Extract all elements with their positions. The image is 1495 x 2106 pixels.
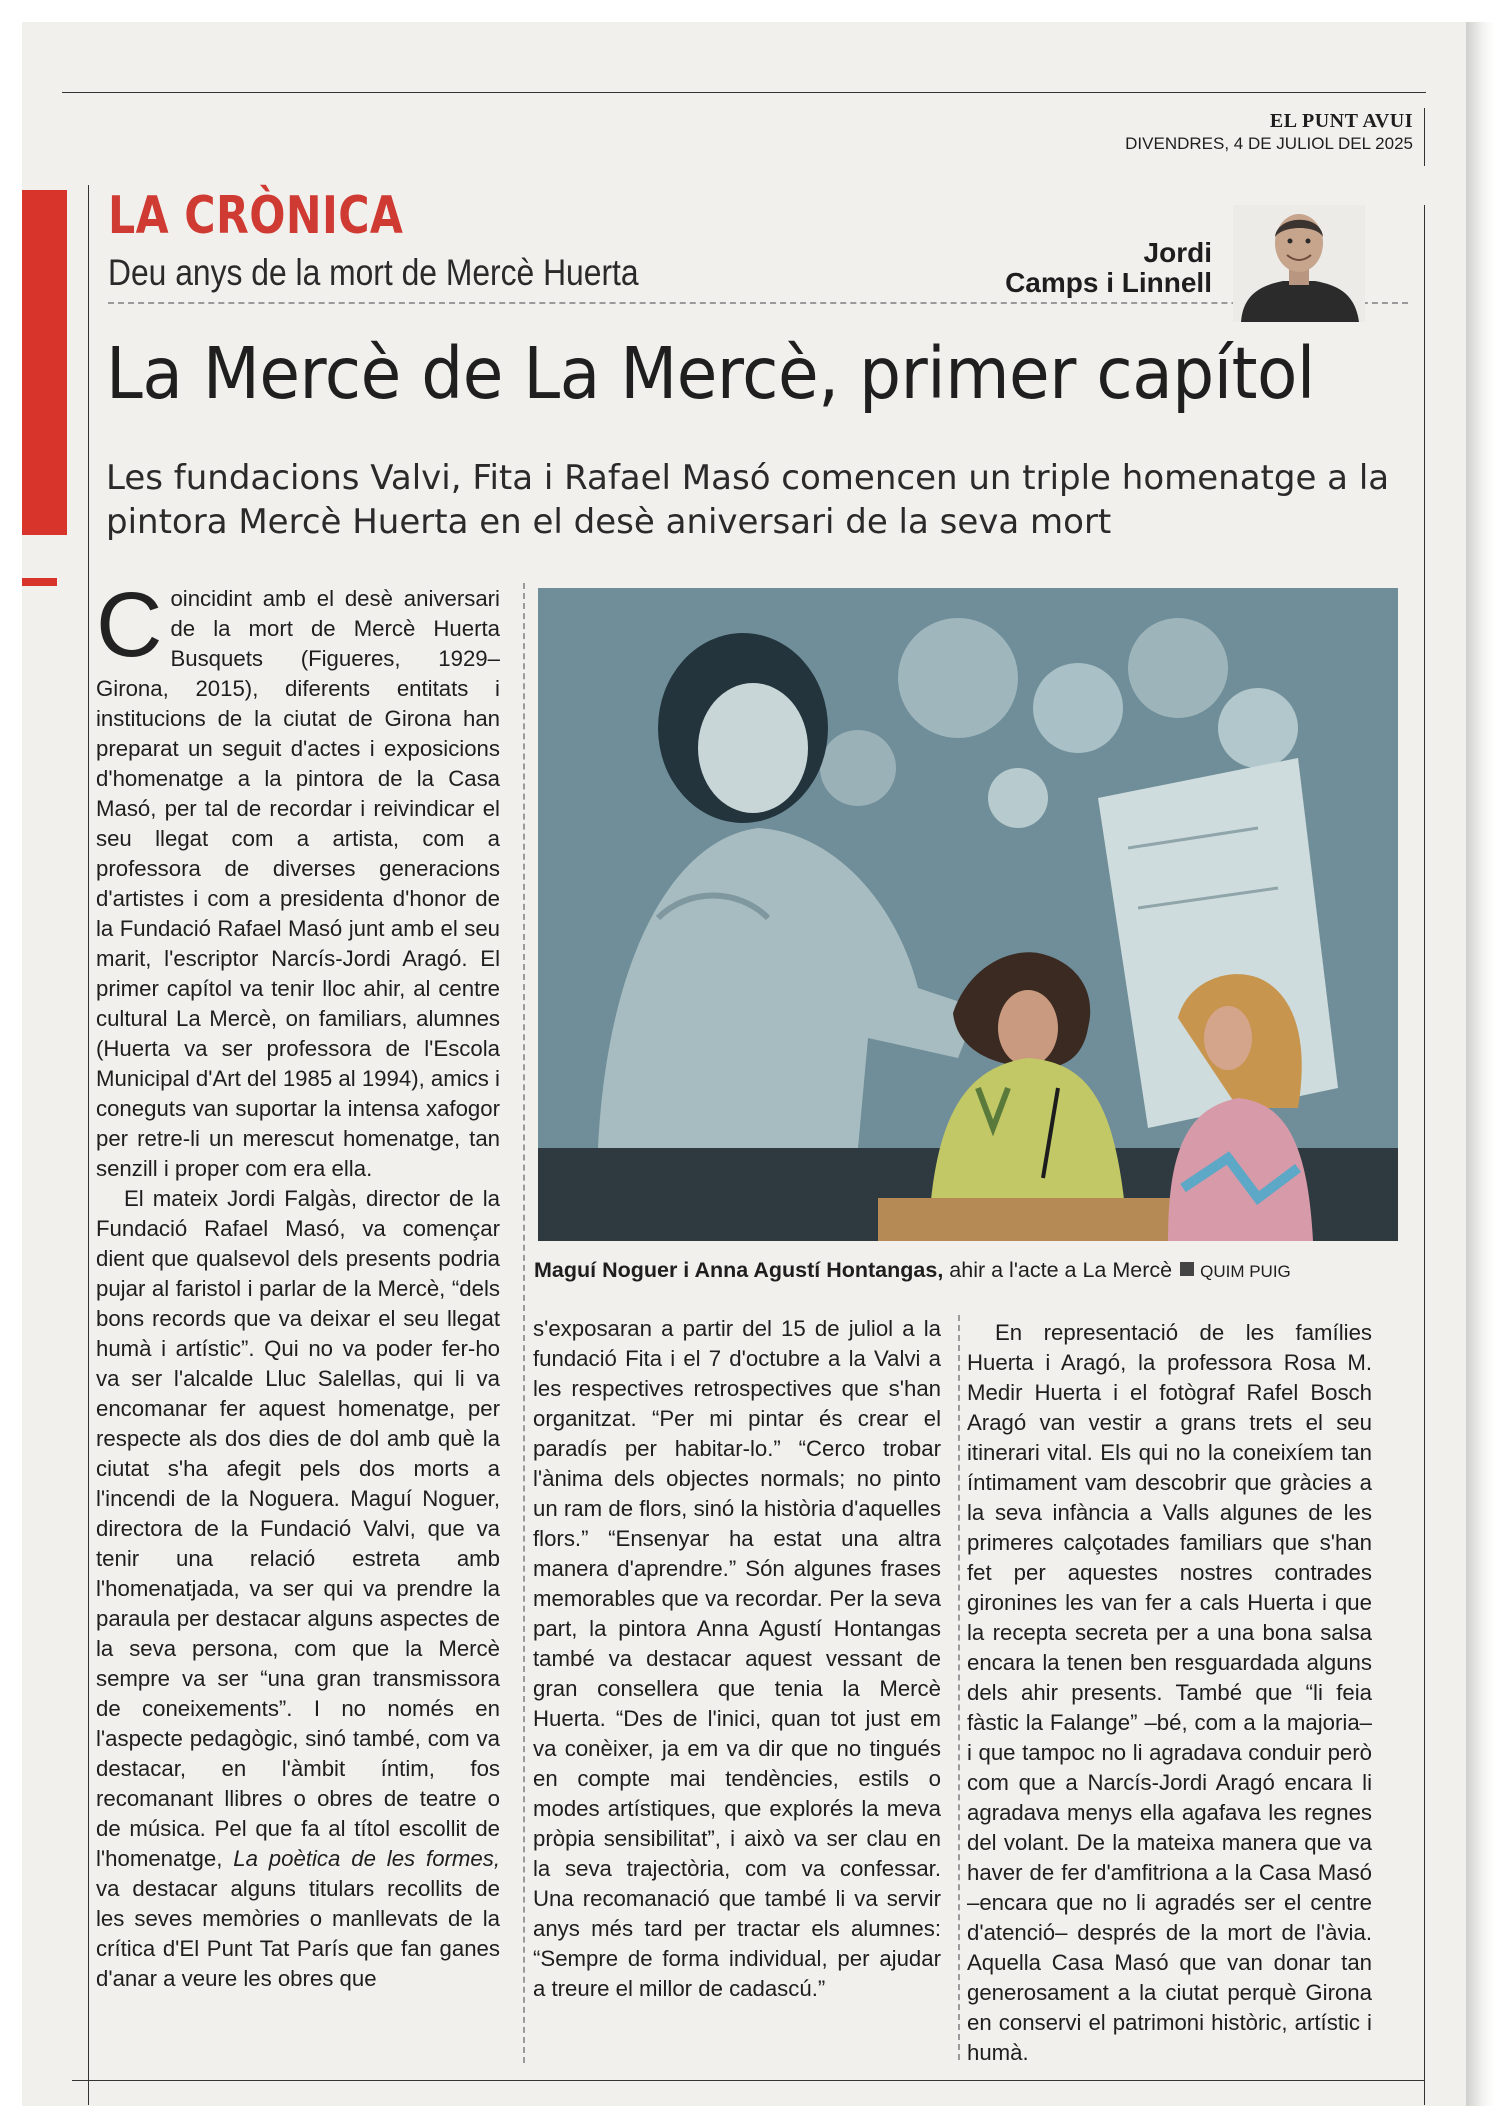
issue-date: DIVENDRES, 4 DE JULIOL DEL 2025 — [1125, 134, 1413, 153]
homage-title: La poètica de les formes, — [233, 1846, 500, 1871]
article-headline: La Mercè de La Mercè, primer capítol — [106, 332, 1315, 415]
author-byline — [1005, 238, 1212, 298]
section-subtitle: Deu anys de la mort de Mercè Huerta — [108, 252, 639, 293]
author-first-name: Jordi — [1143, 237, 1212, 268]
credit-square-icon — [1180, 1262, 1194, 1276]
event-photo — [538, 588, 1398, 1241]
article-subheadline: Les fundacions Valvi, Fita i Rafael Masó comencen un triple homenatge a la pintora Mercè Huerta en el desè aniversari de la seva mort — [106, 458, 1390, 542]
newspaper-name: EL PUNT AVUI — [1269, 110, 1413, 132]
column-divider-1 — [523, 583, 525, 2063]
column-2-text: s'exposaran a partir del 15 de juliol a la fundació Fita i el 7 d'octubre a la Valvi a les respectives retrospectives que s'han organitzat. “Per mi pintar és crear el paradís per habitar-lo.” “Cerco trobar l'ànima dels objectes normals; no pinto un ram de flors, sinó la història d'aquelles flors.” “Ensenyar ha estat una altra manera d'aprendre.” Són algunes frases memorables que va recordar. Per la seva part, la pintora Anna Agustí Hontangas també va destacar aquest vessant de gran consellera que tenia la Mercè Huerta. “Des de l'inici, quan tot just em va conèixer, ja em va dir que no tingués en compte mai tendències, estils o modes artístiques, que explorés la meva pròpia sensibilitat”, i això va ser clau en la seva trajectòria, com va confessar. Una recomanació que també li va servir anys més tard per tractar els alumnes: “Sempre de forma individual, per ajudar a treure el millor de cadascú.” — [533, 1316, 941, 2001]
top-rule — [62, 92, 1426, 93]
caption-names: Maguí Noguer i Anna Agustí Hontangas, — [534, 1258, 944, 1282]
column-1-paragraph-2: El mateix Jordi Falgàs, director de la Fundació Rafael Masó, va començar dient que qualsevol dels presents podria pujar al faristol i parlar de la Mercè, “dels bons records que va deixar el seu llegat humà i artístic”. Qui no va poder fer-ho va ser l'alcalde Lluc Salellas, qui li va encomanar fer aquest homenatge, per respecte als dos dies de dol amb què la ciutat s'ha afegit pels dos morts a l'incendi de la Noguera. Maguí Noguer, directora de la Fundació Valvi, que va tenir una relació estreta amb l'homenatjada, va ser qui va prendre la paraula per destacar alguns aspectes de la seva persona, com que la Mercè sempre va ser “una gran transmissora de coneixements”. I no només en l'aspecte pedagògic, sinó també, com va destacar, en l'àmbit íntim, fos recomanant llibres o obres de teatre o de música. Pel que fa al títol escollit de l'homenatge, — [96, 1186, 500, 1871]
column-divider-2 — [958, 1315, 960, 2060]
masthead-rule — [1424, 108, 1425, 166]
column-3-text: En representació de les famílies Huerta i Aragó, la professora Rosa M. Medir Huerta i el fotògraf Rafel Bosch Aragó van vestir a grans trets el seu itinerari vital. Els qui no la coneixíem tan íntimament vam descobrir que gràcies a la seva infància a Valls algunes de les primeres calçotades familiars que s'han fet per aquestes nostres contrades gironines les van fer a cals Huerta i que la recepta secreta per a una bona salsa encara la tenen ben resguardada alguns dels ahir presents. També que “li feia fàstic la Falange” –bé, com a la majoria– i que tampoc no li agradava conduir però com que a Narcís-Jordi Aragó encara li agradava menys ella agafava les regnes del volant. De la mateixa manera que va haver de fer d'amfitriona a la Casa Masó –encara que no li agradés ser el centre d'atenció– després de la mort de l'àvia. Aquella Casa Masó que van donar tan generosament a la ciutat perquè Girona en conservi el patrimoni històric, artístic i humà. — [967, 1320, 1372, 2065]
bottom-rule — [72, 2080, 1424, 2081]
caption-text: ahir a l'acte a La Mercè — [943, 1258, 1173, 1282]
page-edge-shadow — [1466, 22, 1495, 2106]
author-portrait-icon — [1233, 205, 1365, 322]
section-red-bar — [22, 190, 67, 535]
article-column-3 — [967, 1318, 1372, 2070]
section-divider — [108, 302, 1408, 304]
photo-caption — [534, 1258, 1291, 1283]
red-rule — [22, 578, 57, 586]
photo-credit: QUIM PUIG — [1200, 1262, 1291, 1281]
drop-cap: C — [96, 584, 163, 676]
section-title: LA CRÒNICA — [108, 186, 404, 246]
article-column-2 — [533, 1314, 941, 2066]
article-column-1 — [96, 584, 500, 2062]
speakers-photo-icon — [538, 588, 1398, 1241]
right-border — [1424, 205, 1425, 2105]
author-avatar — [1233, 205, 1365, 322]
left-border — [88, 185, 89, 2105]
column-1-paragraph-1: oincidint amb el desè aniversari de la mort de Mercè Huerta Busquets (Figueres, 1929–Girona, 2015), diferents entitats i institucions de la ciutat de Girona han preparat un seguit d'actes i exposicions d'homenatge a la pintora de la Casa Masó, per tal de recordar i reivindicar el seu llegat com a artista, com a professora de diverses generacions d'artistes i com a presidenta d'honor de la Fundació Rafael Masó junt amb el seu marit, l'escriptor Narcís-Jordi Aragó. El primer capítol va tenir lloc ahir, al centre cultural La Mercè, on familiars, alumnes (Huerta va ser professora de l'Escola Municipal d'Art del 1985 al 1994), amics i coneguts van suportar la intensa xafogor per retre-li un merescut homenatge, tan senzill i proper com era ella. — [96, 586, 500, 1181]
author-last-name: Camps i Linnell — [1005, 267, 1212, 298]
column-1-paragraph-2-end: va destacar alguns titulars recollits de les seves memòries o manllevats de la crítica d'El Punt Tat París que fan ganes d'anar a veure les obres que — [96, 1876, 500, 1991]
